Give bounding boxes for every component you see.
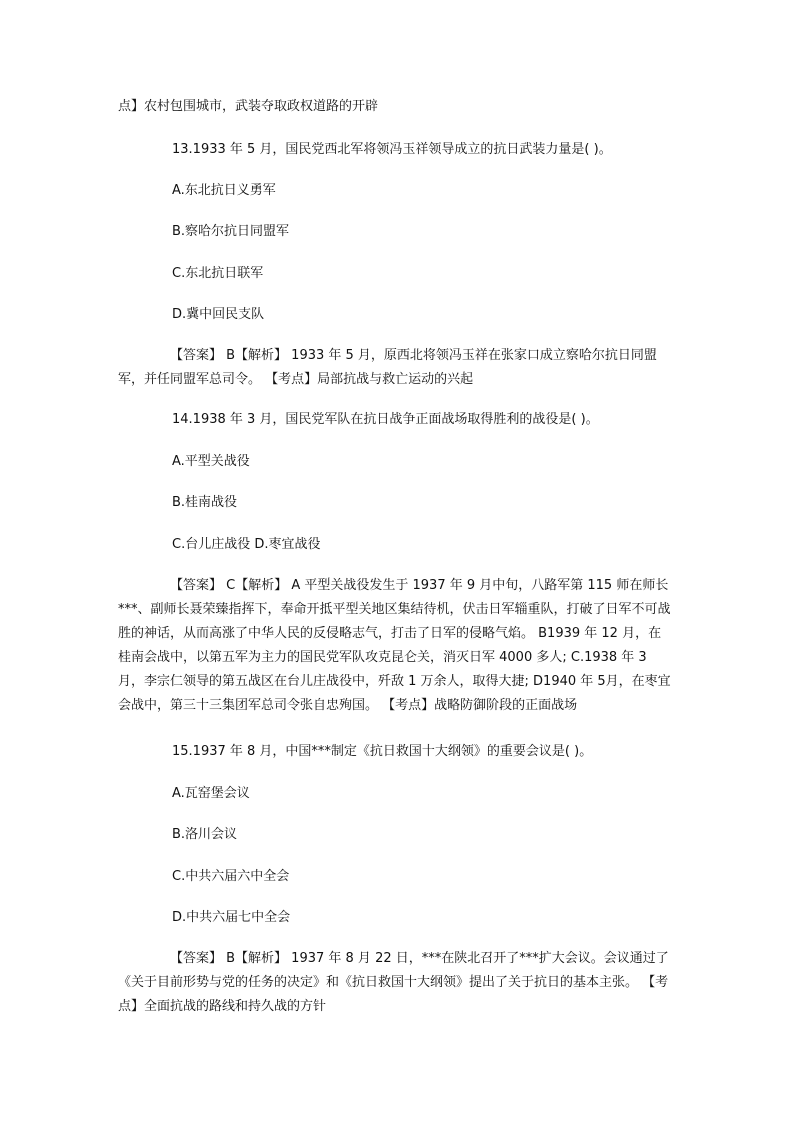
question-13-answer <box>118 344 674 392</box>
question-15-stem: 15.1937 年 8 月，中国***制定《抗日救国十大纲领》的重要会议是( )。 <box>172 744 593 759</box>
question-14-answer-text: 【答案】 C【解析】 A 平型关战役发生于 1937 年 9 月中旬，八路军第 115 师在师长***、副师长聂荣臻指挥下，奉命开抵平型关地区集结待机，伏击日军辎重队，打破了日军不可战胜的神话，从而高涨了中华人民的反侵略志气，打击了日军的侵略气焰。 B1939 年 12 月，在桂南会战中，以第五军为主力的国民党军队攻克昆仑关，消灭日军 4000 多人; C.1938 年 3 月，李宗仁领导的第五战区在台儿庄战役中，歼敌 1 万余人，取得大捷; D1940 年 5月，在枣宜会战中，第三十三集团军总司令张自忠殉国。 【考点】战略防御阶段的正面战场 <box>118 578 671 713</box>
continuation-text: 点】农村包围城市，武装夺取政权道路的开辟 <box>118 99 379 114</box>
question-13-option-c: C.东北抗日联军 <box>172 266 264 281</box>
question-14-answer <box>118 574 674 718</box>
question-15-option-d: D.中共六届七中全会 <box>172 910 291 925</box>
question-15-option-c: C.中共六届六中全会 <box>172 869 290 884</box>
question-13-stem: 13.1933 年 5 月，国民党西北军将领冯玉祥领导成立的抗日武装力量是( )。 <box>172 142 612 157</box>
question-15-option-a: A.瓦窑堡会议 <box>172 786 250 801</box>
question-13-option-a: A.东北抗日义勇军 <box>172 183 276 198</box>
question-13-option-d: D.冀中回民支队 <box>172 307 265 322</box>
question-15-answer-text: 【答案】 B【解析】 1937 年 8 月 22 日，***在陕北召开了***扩大会议。会议通过了《关于目前形势与党的任务的决定》和《抗日救国十大纲领》提出了关于抗日的基本主张。 【考点】全面抗战的路线和持久战的方针 <box>118 951 669 1014</box>
question-14-stem: 14.1938 年 3 月，国民党军队在抗日战争正面战场取得胜利的战役是( )。 <box>172 412 599 427</box>
question-15-answer <box>118 947 674 1019</box>
question-13-answer-text: 【答案】 B【解析】 1933 年 5 月，原西北将领冯玉祥在张家口成立察哈尔抗日同盟军，并任同盟军总司令。 【考点】局部抗战与救亡运动的兴起 <box>118 348 657 387</box>
question-14-option-b: B.桂南战役 <box>172 495 238 510</box>
question-14-option-a: A.平型关战役 <box>172 454 250 469</box>
question-14-option-cd: C.台儿庄战役 D.枣宜战役 <box>172 537 321 552</box>
question-15-option-b: B.洛川会议 <box>172 827 238 842</box>
question-13-option-b: B.察哈尔抗日同盟军 <box>172 224 290 239</box>
